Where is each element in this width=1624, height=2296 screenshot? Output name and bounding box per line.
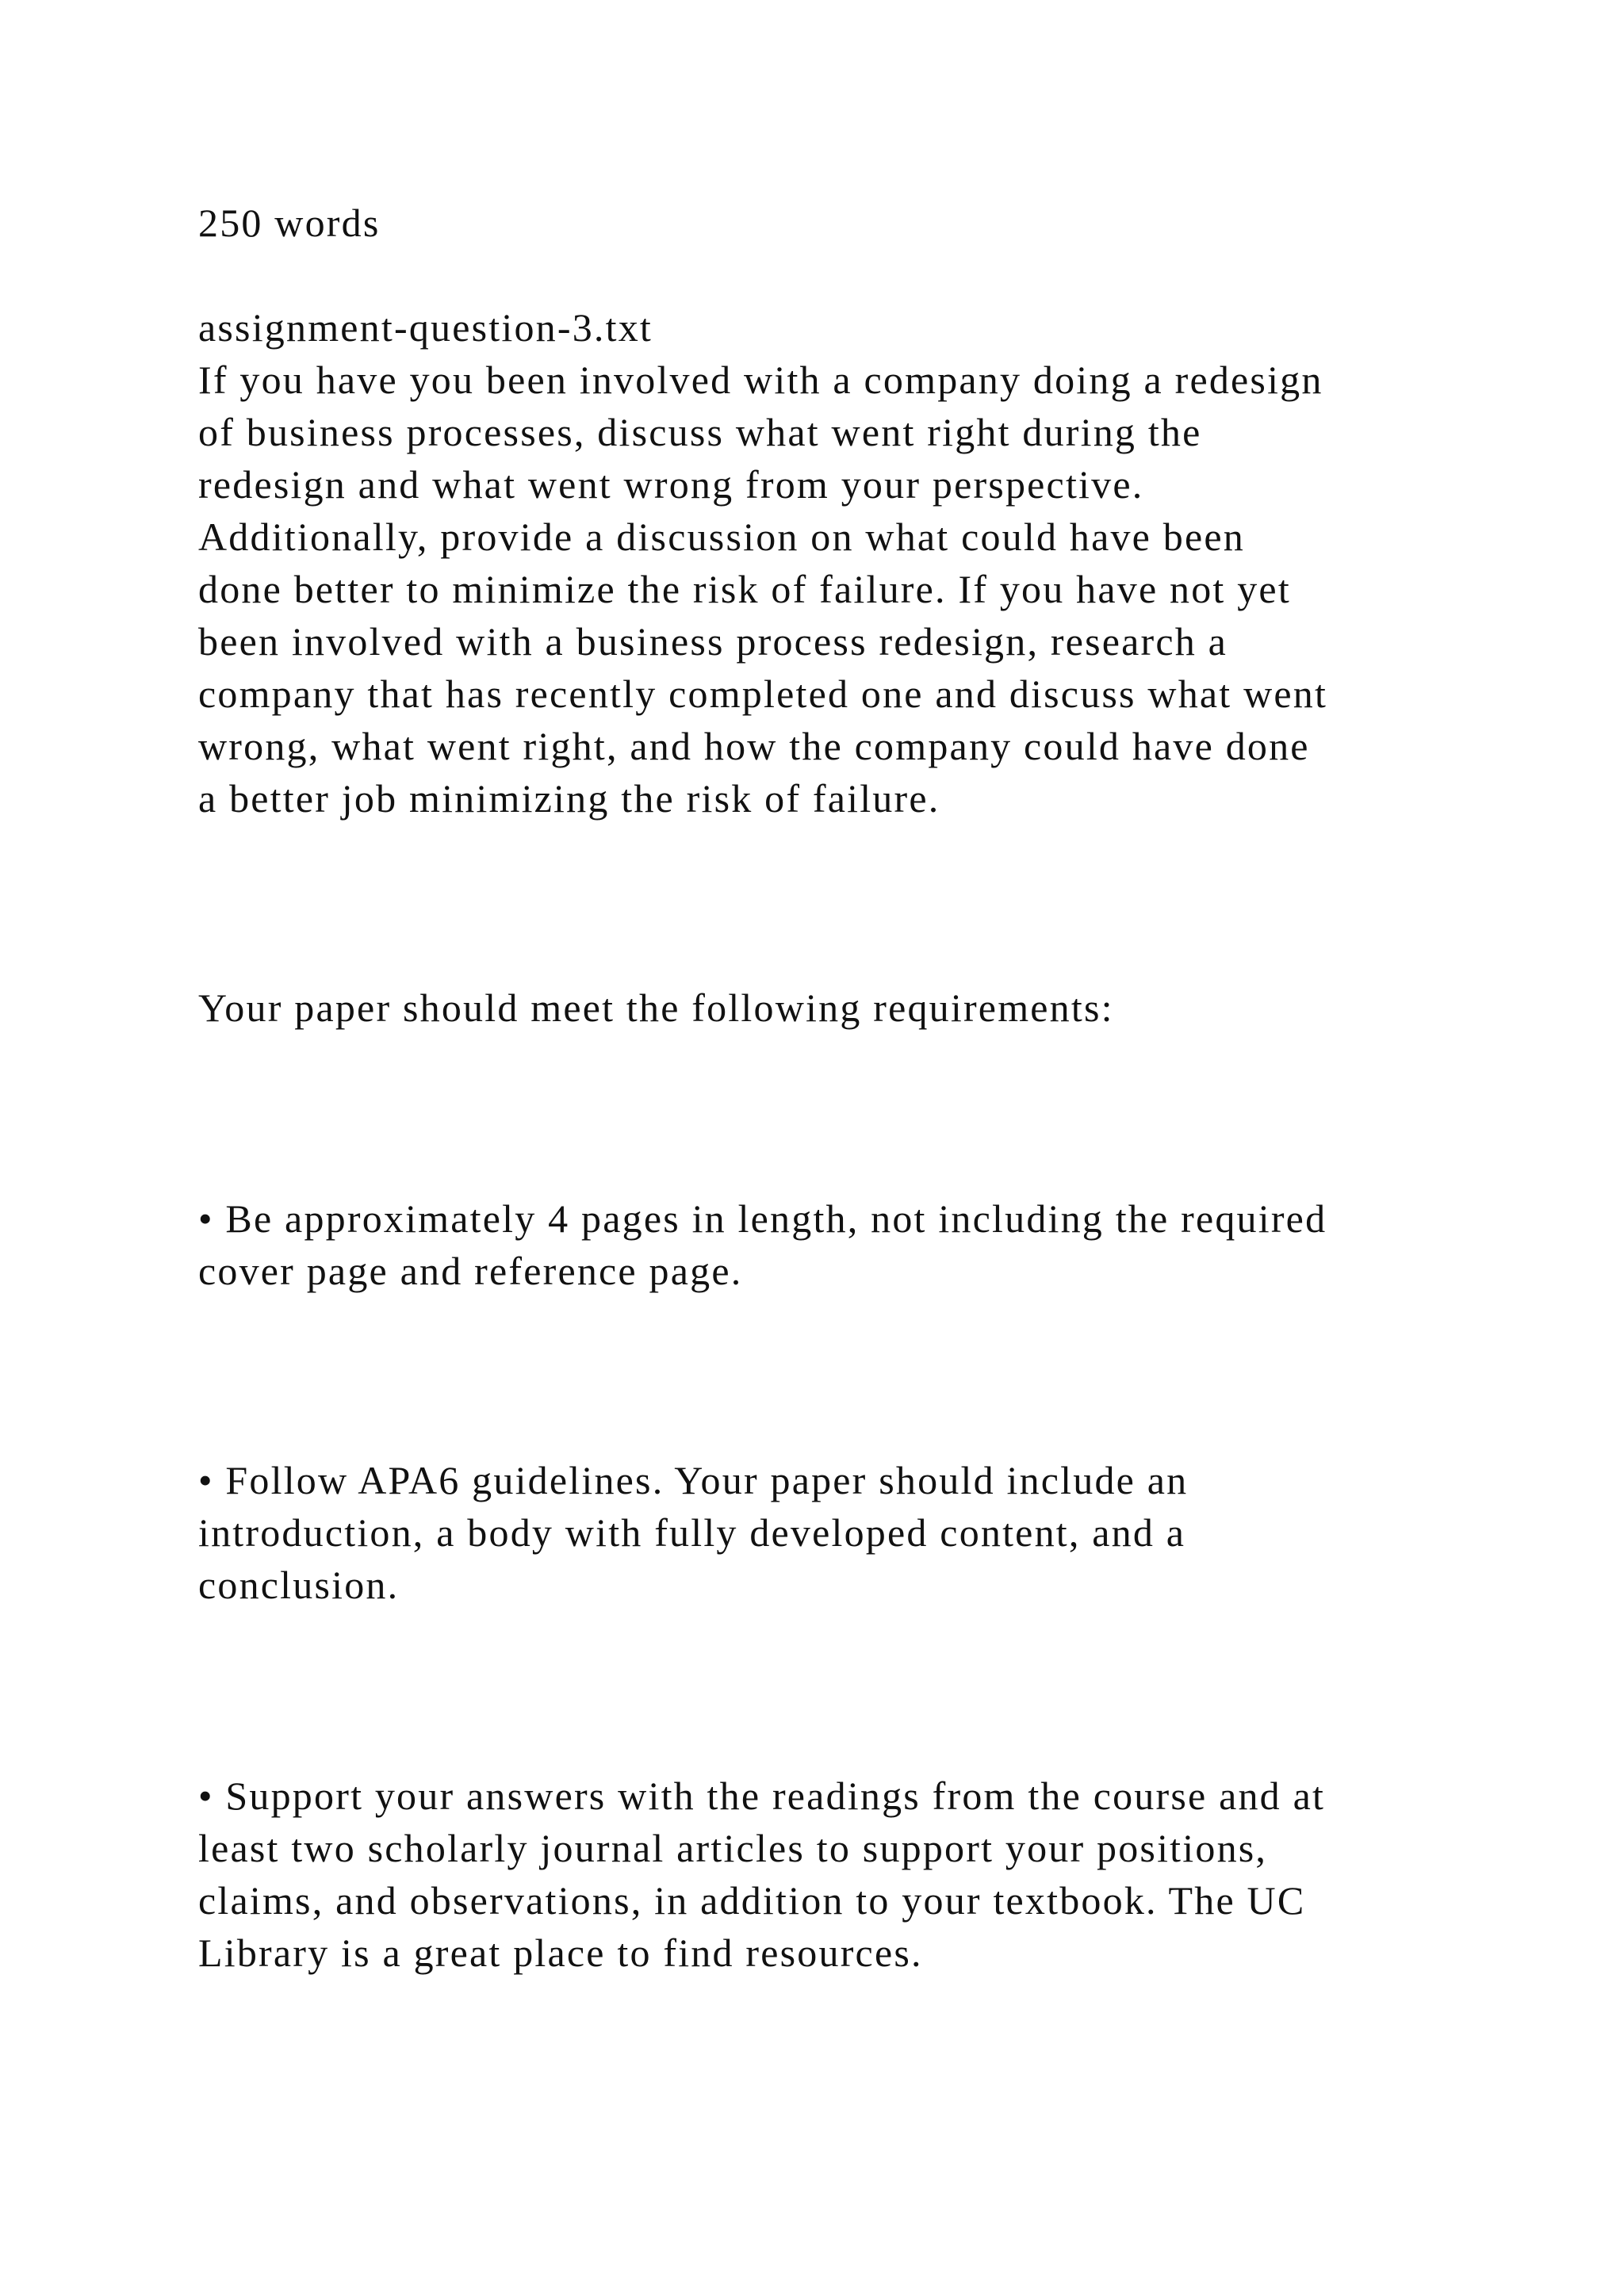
requirement-line: cover page and reference page.: [198, 1249, 743, 1293]
prompt-line: Additionally, provide a discussion on what could have been: [198, 515, 1245, 559]
prompt-line: company that has recently completed one and discuss what went: [198, 672, 1328, 716]
requirement-line: Library is a great place to find resources.: [198, 1931, 923, 1975]
requirement-line: • Support your answers with the readings from the course and at: [198, 1774, 1326, 1818]
prompt-line: of business processes, discuss what went right during the: [198, 410, 1202, 454]
prompt-line: redesign and what went wrong from your perspective.: [198, 462, 1144, 507]
filename: assignment-question-3.txt: [198, 305, 653, 350]
requirement-line: • Follow APA6 guidelines. Your paper should include an: [198, 1458, 1189, 1502]
requirement-line: least two scholarly journal articles to support your positions,: [198, 1826, 1268, 1870]
prompt-line: been involved with a business process redesign, research a: [198, 619, 1228, 664]
requirement-line: • Be approximately 4 pages in length, not including the required: [198, 1196, 1327, 1241]
prompt-line: done better to minimize the risk of failure. If you have not yet: [198, 567, 1291, 611]
prompt-line: If you have you been involved with a company doing a redesign: [198, 358, 1323, 402]
requirements-heading: Your paper should meet the following requirements:: [198, 985, 1114, 1030]
word-count: 250 words: [198, 201, 381, 245]
requirement-line: claims, and observations, in addition to your textbook. The UC: [198, 1878, 1306, 1923]
prompt-line: wrong, what went right, and how the company could have done: [198, 724, 1310, 768]
prompt-line: a better job minimizing the risk of failure.: [198, 776, 940, 821]
requirement-line: conclusion.: [198, 1563, 400, 1607]
requirement-line: introduction, a body with fully developed content, and a: [198, 1510, 1186, 1555]
